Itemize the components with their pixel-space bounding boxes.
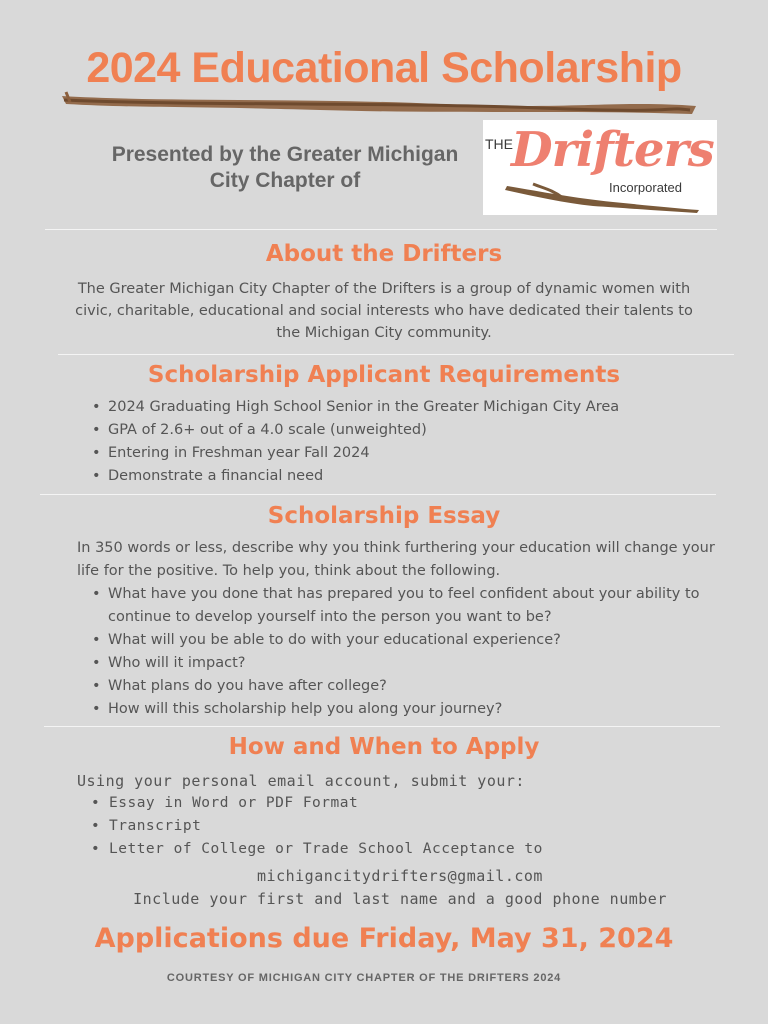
divider — [40, 494, 716, 495]
requirements-heading: Scholarship Applicant Requirements — [147, 362, 621, 388]
essay-intro: In 350 words or less, describe why you think furthering your education will change your life for the positive. To help you, think about the following. — [77, 540, 715, 579]
essay-questions-list — [90, 583, 722, 721]
divider — [45, 229, 717, 230]
apply-intro: Using your personal email account, submit your: — [77, 772, 525, 790]
list-item: • Letter of College or Trade School Acceptance to — [89, 838, 729, 861]
apply-email: michigancitydrifters@gmail.com — [257, 867, 543, 885]
brush-stroke-divider — [60, 88, 700, 118]
list-item: • Essay in Word or PDF Format — [89, 792, 729, 815]
list-item: • What will you be able to do with your educational experience? — [90, 629, 722, 652]
list-item: • What plans do you have after college? — [90, 675, 722, 698]
deadline-text: Applications due Friday, May 31, 2024 — [94, 923, 674, 954]
logo-incorporated-text: Incorporated — [609, 180, 682, 195]
logo-drifters-text: Drifters — [511, 122, 714, 178]
list-item: • GPA of 2.6+ out of a 4.0 scale (unweighted) — [90, 419, 730, 442]
divider — [44, 726, 720, 727]
drifters-logo — [483, 120, 717, 215]
essay-heading: Scholarship Essay — [267, 503, 501, 529]
about-heading: About the Drifters — [265, 241, 503, 267]
courtesy-footer: COURTESY OF MICHIGAN CITY CHAPTER OF THE DRIFTERS 2024 — [166, 972, 562, 984]
apply-items-list — [89, 792, 729, 861]
divider — [58, 354, 734, 355]
about-text: The Greater Michigan City Chapter of the Drifters is a group of dynamic women with civic, charitable, educational and social interests who have dedicated their talents to the Michigan City community. — [75, 281, 693, 341]
presented-by-text: Presented by the Greater Michigan City Chapter of — [111, 143, 459, 192]
requirements-list — [90, 396, 730, 488]
list-item: • Who will it impact? — [90, 652, 722, 675]
list-item: • Demonstrate a financial need — [90, 465, 730, 488]
apply-note: Include your first and last name and a good phone number — [133, 890, 667, 908]
list-item: • How will this scholarship help you along your journey? — [90, 698, 722, 721]
apply-heading: How and When to Apply — [228, 734, 540, 760]
list-item: • Transcript — [89, 815, 729, 838]
list-item: • What have you done that has prepared you to feel confident about your ability to continue to develop yourself into the person you want to be? — [90, 583, 722, 629]
list-item: • Entering in Freshman year Fall 2024 — [90, 442, 730, 465]
page-title: 2024 Educational Scholarship — [86, 44, 682, 92]
list-item: • 2024 Graduating High School Senior in the Greater Michigan City Area — [90, 396, 730, 419]
logo-the-text: THE — [485, 136, 513, 152]
